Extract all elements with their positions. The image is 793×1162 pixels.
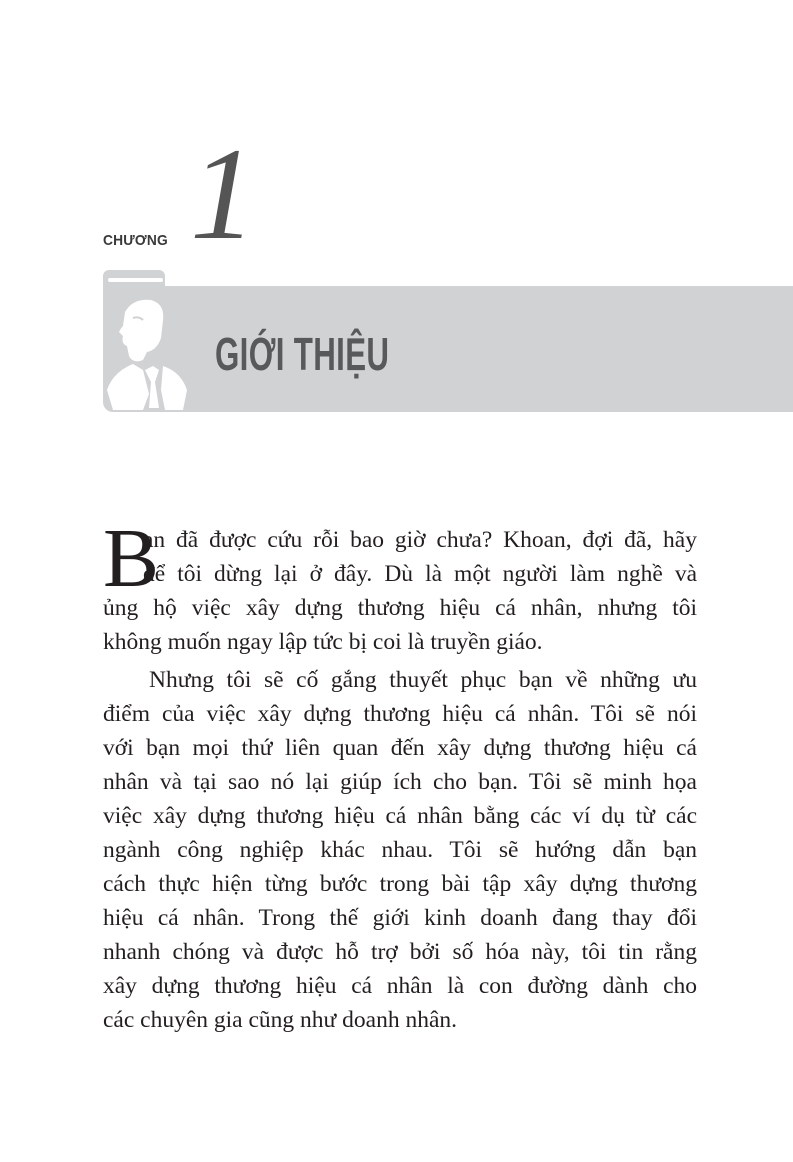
text-line: ạn đã được cứu rỗi bao giờ chưa? Khoan, đợi đã, hãy	[143, 527, 697, 553]
text-line: nhanh chóng và được hỗ trợ bởi số hóa này, tôi tin rằng	[103, 939, 697, 965]
text-line: ủng hộ việc xây dựng thương hiệu cá nhân, nhưng tôi	[103, 595, 697, 621]
text-line: việc xây dựng thương hiệu cá nhân bằng các ví dụ từ các	[103, 803, 697, 829]
paragraph-1	[103, 512, 697, 659]
text-line: với bạn mọi thứ liên quan đến xây dựng thương hiệu cá	[103, 735, 697, 761]
text-line: không muốn ngay lập tức bị coi là truyền giáo.	[103, 629, 543, 655]
text-line: để tôi dừng lại ở đây. Dù là một người làm nghề và	[143, 561, 697, 587]
chapter-number: 1	[190, 120, 256, 267]
chapter-title: GIỚI THIỆU	[215, 328, 390, 380]
chapter-banner	[103, 286, 793, 412]
text-line: nhân và tại sao nó lại giúp ích cho bạn. Tôi sẽ minh họa	[103, 769, 697, 795]
text-line: Nhưng tôi sẽ cố gắng thuyết phục bạn về những ưu	[149, 667, 697, 693]
text-line: xây dựng thương hiệu cá nhân là con đường dành cho	[103, 973, 697, 999]
text-line: các chuyên gia cũng như doanh nhân.	[103, 1007, 458, 1033]
text-line: điểm của việc xây dựng thương hiệu cá nhân. Tôi sẽ nói	[103, 701, 697, 727]
text-line: ngành công nghiệp khác nhau. Tôi sẽ hướng dẫn bạn	[103, 837, 697, 863]
paragraph-2	[103, 663, 697, 1037]
man-silhouette-icon	[103, 290, 198, 410]
text-line: hiệu cá nhân. Trong thế giới kinh doanh đang thay đổi	[103, 905, 697, 931]
drop-cap: B	[103, 512, 160, 605]
banner-tab-line	[108, 278, 163, 282]
chapter-label: CHƯƠNG	[103, 232, 168, 249]
text-line: cách thực hiện từng bước trong bài tập xây dựng thương	[103, 871, 697, 897]
